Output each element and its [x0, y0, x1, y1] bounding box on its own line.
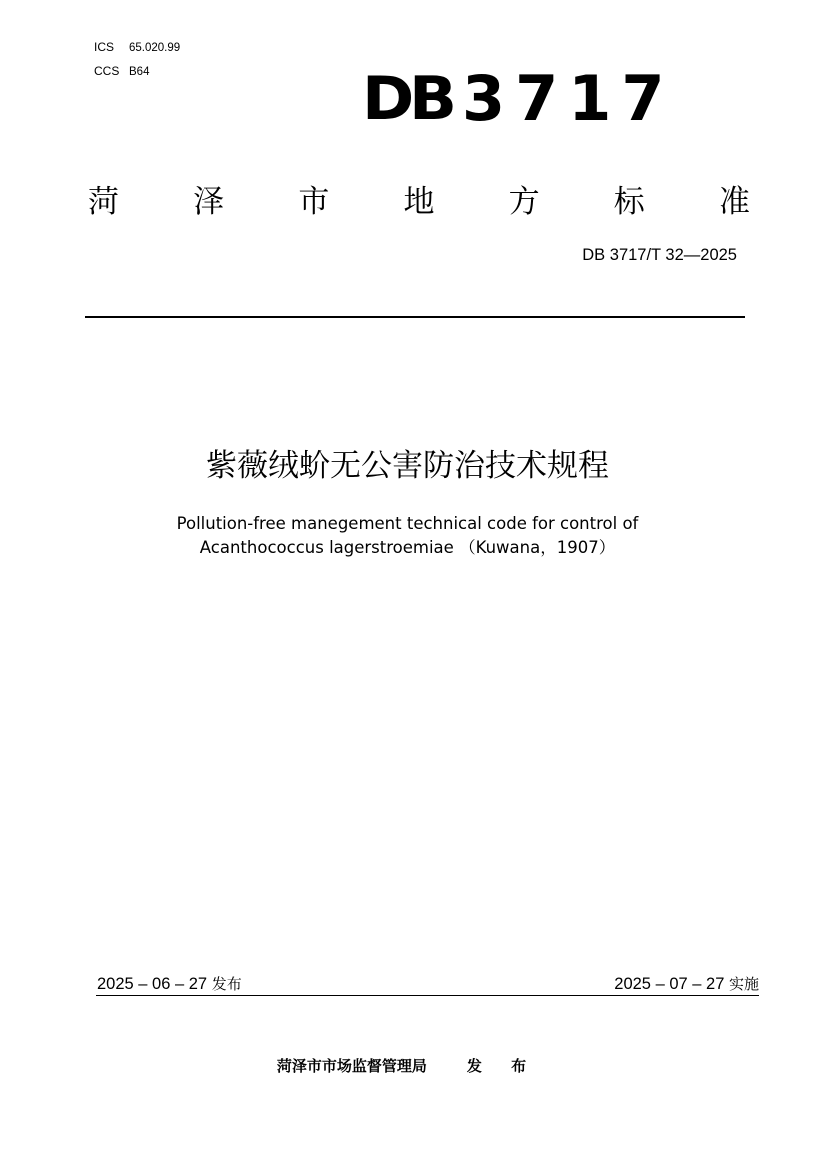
issue-date-value: 2025 – 06 – 27 [97, 975, 208, 993]
header-divider [85, 316, 745, 318]
standard-mark-number: 3717 [462, 62, 675, 135]
standard-type-char: 菏 [88, 184, 119, 220]
issue-date-label: 发布 [211, 975, 242, 993]
document-title-english-line2: Acanthococcus lagerstroemiae （Kuwana，1907） [199, 538, 616, 557]
issuing-authority [0, 1055, 815, 1077]
standard-type-char: 泽 [193, 184, 225, 220]
standard-mark-letters: DB [362, 64, 452, 134]
standard-type-heading [88, 180, 750, 224]
ics-code [94, 40, 180, 55]
standard-type-char: 标 [613, 184, 645, 220]
standard-mark [362, 62, 675, 135]
implementation-date [614, 973, 759, 995]
date-divider [96, 995, 759, 996]
issuer-action: 发 布 [466, 1057, 539, 1075]
issue-date [97, 973, 242, 995]
ics-label: ICS [94, 40, 115, 54]
document-title-chinese: 紫薇绒蚧无公害防治技术规程 [206, 448, 609, 484]
standard-type-char: 准 [718, 184, 750, 220]
ccs-label: CCS [94, 64, 120, 78]
issuer-name: 菏泽市市场监督管理局 [276, 1057, 427, 1075]
standard-type-char: 地 [403, 184, 435, 220]
document-title-english-line1: Pollution-free manegement technical code for control of [176, 514, 639, 533]
implementation-date-label: 实施 [728, 975, 759, 993]
standard-type-char: 市 [298, 184, 330, 220]
ccs-code [94, 64, 149, 79]
ics-value: 65.020.99 [129, 42, 181, 54]
ccs-value: B64 [129, 66, 150, 78]
standard-number: DB 3717/T 32—2025 [582, 246, 737, 264]
implementation-date-value: 2025 – 07 – 27 [614, 975, 725, 993]
standard-type-char: 方 [508, 184, 540, 220]
